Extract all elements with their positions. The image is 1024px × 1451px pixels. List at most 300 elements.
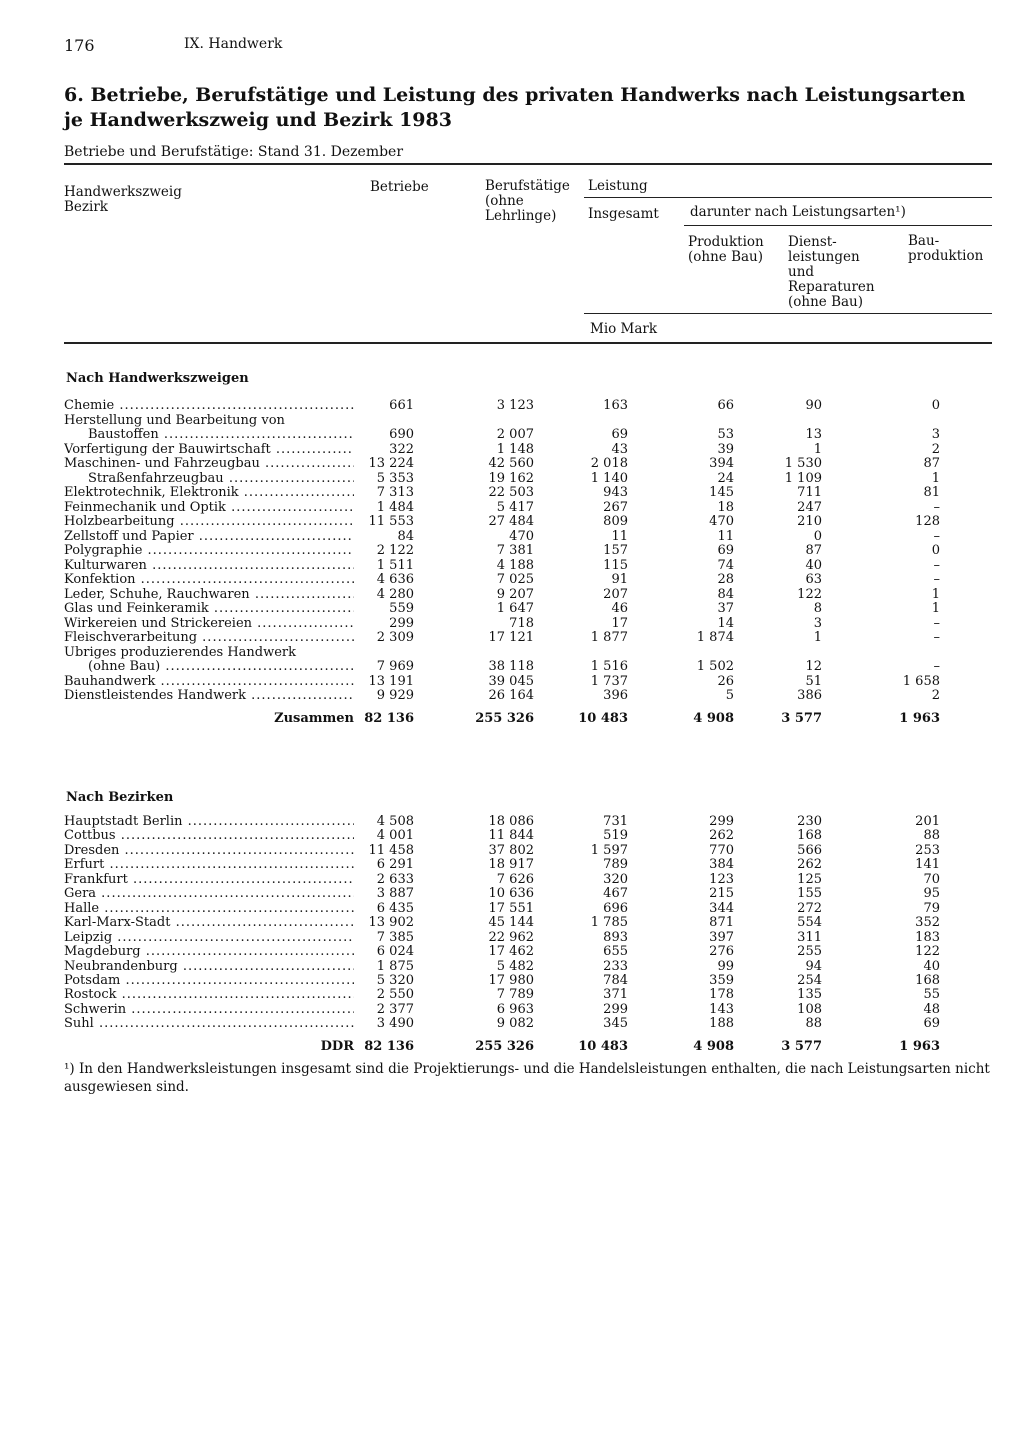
cell-col-2: 17 551 — [488, 900, 534, 916]
cell-col-2: 22 503 — [488, 485, 534, 500]
row-label: Leder, Schuhe, Rauchwaren ..... — [64, 588, 354, 602]
row-label: Vorfertigung der Bauwirtschaft ..... — [64, 443, 354, 457]
table-row — [64, 815, 994, 829]
row-label: Dienstleistendes Handwerk ..... — [64, 689, 354, 703]
row-label: Übriges produzierendes Handwerk — [64, 645, 297, 660]
cell-col-5: 3 — [813, 615, 822, 631]
column-dienst-line: (ohne Bau) — [788, 294, 863, 310]
row-label: Elektrotechnik, Elektronik ..... — [64, 486, 354, 500]
cell-col-2: 470 — [509, 528, 534, 544]
section-heading-zweige: Nach Handwerkszweigen — [66, 371, 249, 386]
cell-col-4: 28 — [717, 572, 734, 587]
cell-col-4: 69 — [717, 543, 734, 558]
cell-col-1: 6 291 — [376, 857, 414, 873]
cell-col-1: 6 024 — [376, 944, 414, 960]
cell-col-5: 210 — [797, 514, 822, 529]
cell-col-5: 1 109 — [784, 470, 822, 486]
column-produktion — [688, 235, 764, 265]
cell-col-2: 3 123 — [496, 398, 534, 413]
cell-col-5: 90 — [805, 398, 822, 413]
cell-col-1: 2 377 — [376, 1001, 414, 1017]
cell-col-2: 22 962 — [488, 929, 534, 945]
cell-col-4: 299 — [709, 814, 734, 829]
column-dienst-line: Dienst- — [788, 234, 837, 250]
page-number: 176 — [64, 36, 95, 55]
cell-col-2: 11 844 — [488, 828, 534, 844]
table-row — [64, 689, 994, 703]
table-subtitle: Betriebe und Berufstätige: Stand 31. Dezember — [64, 144, 404, 160]
cell-col-4: 470 — [709, 514, 734, 529]
cell-col-6: 95 — [923, 886, 940, 902]
table-row — [64, 530, 994, 544]
cell-col-6: 183 — [915, 929, 940, 945]
cell-col-6: 69 — [923, 1016, 940, 1032]
cell-col-5: 12 — [805, 659, 822, 674]
row-label: (ohne Bau) ..... — [88, 660, 354, 674]
cell-col-4: 276 — [709, 944, 734, 960]
column-bau-line: produktion — [908, 248, 984, 264]
table-row — [64, 1003, 994, 1017]
table-row — [64, 588, 994, 602]
table-row — [64, 414, 994, 428]
row-label: Kulturwaren ..... — [64, 559, 354, 573]
table-row — [64, 428, 994, 442]
cell-col-1: 9 929 — [376, 688, 414, 703]
cell-col-6: 70 — [923, 871, 940, 887]
cell-col-3: 1 597 — [590, 842, 628, 858]
cell-col-1: 2 633 — [376, 871, 414, 887]
table-row — [64, 501, 994, 515]
cell-col-1: 4 636 — [376, 572, 414, 587]
column-insgesamt: Insgesamt — [588, 206, 659, 222]
cell-col-1: 5 320 — [376, 972, 414, 988]
cell-col-4: 18 — [717, 499, 734, 515]
cell-col-2: 1 148 — [496, 441, 534, 457]
cell-col-6: 79 — [923, 900, 940, 916]
table-row — [64, 931, 994, 945]
cell-col-4: 11 — [717, 528, 734, 544]
cell-col-4: 14 — [717, 615, 734, 631]
cell-col-4: 871 — [709, 915, 734, 931]
cell-col-4: 1 874 — [696, 630, 734, 645]
cell-col-6: 1 — [931, 601, 940, 616]
cell-col-6: 141 — [915, 857, 940, 873]
row-label: Magdeburg ..... — [64, 945, 354, 959]
cell-col-3: 655 — [603, 944, 628, 960]
column-berufstaetige — [485, 179, 570, 224]
cell-col-4: 143 — [709, 1001, 734, 1017]
table-row — [64, 646, 994, 660]
cell-col-4: 123 — [709, 871, 734, 887]
column-dienst-line: Reparaturen — [788, 279, 875, 295]
cell-col-2: 5 417 — [496, 499, 534, 515]
table-row — [64, 660, 994, 674]
cell-col-2: 39 045 — [488, 673, 534, 689]
cell-col-4: 99 — [717, 958, 734, 974]
cell-col-6: – — [933, 528, 940, 544]
cell-col-3: 893 — [603, 929, 628, 945]
row-label: Fleischverarbeitung ..... — [64, 631, 354, 645]
table-row — [64, 858, 994, 872]
cell-col-2: 27 484 — [488, 514, 534, 529]
cell-col-3: 784 — [603, 972, 628, 988]
cell-col-1: 2 309 — [376, 630, 414, 645]
cell-col-4: 262 — [709, 828, 734, 844]
row-label: Rostock ..... — [64, 988, 354, 1002]
cell-col-2: 6 963 — [496, 1001, 534, 1017]
cell-col-2: 37 802 — [488, 842, 534, 858]
cell-col-6: 0 — [931, 543, 940, 558]
cell-col-5: 0 — [813, 528, 822, 544]
cell-col-5: 125 — [797, 871, 822, 887]
cell-col-5: 87 — [805, 543, 822, 558]
cell-col-5: 8 — [813, 601, 822, 616]
cell-col-4: 66 — [717, 398, 734, 413]
total-cell-col-1: 82 136 — [364, 711, 414, 726]
cell-col-2: 45 144 — [488, 915, 534, 931]
cell-col-6: 1 — [931, 470, 940, 486]
cell-col-4: 1 502 — [696, 659, 734, 674]
cell-col-2: 26 164 — [488, 688, 534, 703]
total-label: DDR — [320, 1039, 354, 1054]
table-row — [64, 974, 994, 988]
unit-rule — [584, 313, 992, 314]
cell-col-3: 789 — [603, 857, 628, 873]
table-row — [64, 559, 994, 573]
row-label: Bauhandwerk ..... — [64, 675, 354, 689]
total-cell-col-3: 10 483 — [578, 1039, 628, 1054]
cell-col-2: 18 086 — [488, 814, 534, 829]
cell-col-1: 690 — [389, 427, 414, 442]
darunter-rule — [684, 225, 992, 226]
cell-col-2: 19 162 — [488, 470, 534, 486]
cell-col-4: 344 — [709, 900, 734, 916]
cell-col-4: 53 — [717, 427, 734, 442]
total-cell-col-5: 3 577 — [781, 711, 822, 726]
cell-col-1: 7 385 — [376, 929, 414, 945]
table-row — [64, 472, 994, 486]
cell-col-3: 115 — [603, 557, 628, 573]
unit-label: Mio Mark — [590, 321, 658, 337]
column-berufstaetige-line: Lehrlinge) — [485, 208, 557, 224]
column-berufstaetige-line: Berufstätige — [485, 178, 570, 194]
total-cell-col-2: 255 326 — [475, 711, 534, 726]
cell-col-3: 11 — [611, 528, 628, 544]
cell-col-4: 215 — [709, 886, 734, 902]
cell-col-1: 1 875 — [376, 958, 414, 974]
row-label: Leipzig ..... — [64, 931, 354, 945]
table-row — [64, 902, 994, 916]
cell-col-6: – — [933, 499, 940, 515]
cell-col-6: 87 — [923, 456, 940, 471]
cell-col-3: 1 516 — [590, 659, 628, 674]
table-row — [64, 631, 994, 645]
cell-col-2: 18 917 — [488, 857, 534, 873]
cell-col-5: 94 — [805, 958, 822, 974]
total-cell-col-3: 10 483 — [578, 711, 628, 726]
cell-col-6: 201 — [915, 814, 940, 829]
cell-col-6: 253 — [915, 842, 940, 858]
table-row — [64, 675, 994, 689]
cell-col-1: 4 508 — [376, 814, 414, 829]
cell-col-6: 352 — [915, 915, 940, 931]
table-row — [64, 1017, 994, 1031]
cell-col-3: 731 — [603, 814, 628, 829]
cell-col-5: 1 — [813, 630, 822, 645]
cell-col-1: 5 353 — [376, 470, 414, 486]
row-label: Dresden ..... — [64, 844, 354, 858]
cell-col-5: 254 — [797, 972, 822, 988]
row-label: Potsdam ..... — [64, 974, 354, 988]
cell-col-6: – — [933, 659, 940, 674]
cell-col-1: 661 — [389, 398, 414, 413]
cell-col-4: 37 — [717, 601, 734, 616]
cell-col-2: 7 025 — [496, 572, 534, 587]
cell-col-6: 48 — [923, 1001, 940, 1017]
cell-col-3: 371 — [603, 987, 628, 1003]
cell-col-3: 299 — [603, 1001, 628, 1017]
total-cell-col-4: 4 908 — [693, 711, 734, 726]
table-row — [64, 873, 994, 887]
cell-col-1: 11 553 — [368, 514, 414, 529]
table-title-line-1: 6. Betriebe, Berufstätige und Leistung des privaten Handwerks nach Leistungsarten — [64, 84, 966, 106]
cell-col-3: 396 — [603, 688, 628, 703]
cell-col-5: 63 — [805, 572, 822, 587]
table-row — [64, 602, 994, 616]
header-top-rule — [64, 163, 992, 165]
cell-col-3: 1 785 — [590, 915, 628, 931]
cell-col-2: 2 007 — [496, 427, 534, 442]
cell-col-6: 128 — [915, 514, 940, 529]
footnote: ¹) In den Handwerksleistungen insgesamt sind die Projektierungs- und die Handelsleistungen enthalten, die nach Leistungsarten nicht ausgewiesen sind. — [64, 1061, 990, 1095]
cell-col-5: 40 — [805, 557, 822, 573]
cell-col-3: 320 — [603, 871, 628, 887]
cell-col-2: 9 082 — [496, 1016, 534, 1032]
row-label: Cottbus ..... — [64, 829, 354, 843]
cell-col-5: 566 — [797, 842, 822, 858]
cell-col-4: 5 — [725, 688, 734, 703]
cell-col-1: 2 122 — [376, 543, 414, 558]
cell-col-3: 163 — [603, 398, 628, 413]
column-bauproduktion — [908, 234, 983, 264]
row-label: Frankfurt ..... — [64, 873, 354, 887]
cell-col-4: 26 — [717, 673, 734, 689]
cell-col-4: 394 — [709, 456, 734, 471]
cell-col-3: 157 — [603, 543, 628, 558]
cell-col-5: 88 — [805, 1016, 822, 1032]
cell-col-6: 168 — [915, 972, 940, 988]
cell-col-5: 247 — [797, 499, 822, 515]
cell-col-4: 188 — [709, 1016, 734, 1032]
cell-col-4: 24 — [717, 470, 734, 486]
cell-col-5: 311 — [797, 929, 822, 945]
table-row — [64, 960, 994, 974]
column-dienstleistungen — [788, 235, 875, 310]
cell-col-3: 43 — [611, 441, 628, 457]
total-cell-col-4: 4 908 — [693, 1039, 734, 1054]
table-row — [64, 916, 994, 930]
row-label: Feinmechanik und Optik ..... — [64, 501, 354, 515]
cell-col-5: 1 — [813, 441, 822, 457]
cell-col-2: 5 482 — [496, 958, 534, 974]
cell-col-3: 233 — [603, 958, 628, 974]
cell-col-3: 2 018 — [590, 456, 628, 471]
total-cell-col-5: 3 577 — [781, 1039, 822, 1054]
cell-col-2: 7 789 — [496, 987, 534, 1003]
cell-col-4: 74 — [717, 557, 734, 573]
table-row — [64, 617, 994, 631]
cell-col-2: 7 626 — [496, 871, 534, 887]
cell-col-3: 69 — [611, 427, 628, 442]
row-label: Zellstoff und Papier ..... — [64, 530, 354, 544]
cell-col-6: 2 — [931, 441, 940, 457]
cell-col-3: 17 — [611, 615, 628, 631]
cell-col-2: 42 560 — [488, 456, 534, 471]
column-label-zweig: Handwerkszweig — [64, 184, 182, 200]
cell-col-4: 39 — [717, 441, 734, 457]
row-label: Konfektion ..... — [64, 573, 354, 587]
cell-col-2: 38 118 — [488, 659, 534, 674]
row-label: Holzbearbeitung ..... — [64, 515, 354, 529]
table-row — [64, 573, 994, 587]
table-title-line-2: je Handwerkszweig und Bezirk 1983 — [64, 109, 452, 131]
cell-col-4: 770 — [709, 842, 734, 858]
cell-col-1: 13 902 — [368, 915, 414, 931]
table-row — [64, 945, 994, 959]
cell-col-4: 178 — [709, 987, 734, 1003]
row-label: Halle ..... — [64, 902, 354, 916]
cell-col-3: 91 — [611, 572, 628, 587]
cell-col-2: 17 121 — [488, 630, 534, 645]
row-label: Neubrandenburg ..... — [64, 960, 354, 974]
column-darunter: darunter nach Leistungsarten¹) — [690, 204, 906, 220]
cell-col-6: 55 — [923, 987, 940, 1003]
cell-col-1: 4 001 — [376, 828, 414, 844]
cell-col-2: 7 381 — [496, 543, 534, 558]
cell-col-5: 108 — [797, 1001, 822, 1017]
cell-col-4: 84 — [717, 586, 734, 602]
column-bau-line: Bau- — [908, 233, 940, 249]
cell-col-3: 46 — [611, 601, 628, 616]
cell-col-1: 7 969 — [376, 659, 414, 674]
cell-col-1: 559 — [389, 601, 414, 616]
cell-col-6: 88 — [923, 828, 940, 844]
cell-col-1: 6 435 — [376, 900, 414, 916]
column-berufstaetige-line: (ohne — [485, 193, 524, 209]
cell-col-5: 51 — [805, 673, 822, 689]
table-row — [64, 544, 994, 558]
cell-col-6: 1 658 — [902, 673, 940, 689]
cell-col-1: 7 313 — [376, 485, 414, 500]
row-label: Suhl ..... — [64, 1017, 354, 1031]
total-cell-col-6: 1 963 — [899, 711, 940, 726]
cell-col-3: 1 877 — [590, 630, 628, 645]
column-dienst-line: und — [788, 264, 815, 280]
column-produktion-line: (ohne Bau) — [688, 249, 763, 265]
cell-col-4: 397 — [709, 929, 734, 945]
cell-col-2: 4 188 — [496, 557, 534, 573]
total-cell-col-2: 255 326 — [475, 1039, 534, 1054]
row-label: Baustoffen ..... — [88, 428, 354, 442]
cell-col-1: 13 191 — [368, 673, 414, 689]
row-label: Polygraphie ..... — [64, 544, 354, 558]
table-row — [64, 443, 994, 457]
cell-col-4: 359 — [709, 972, 734, 988]
total-label: Zusammen — [274, 711, 354, 726]
cell-col-1: 1 511 — [376, 557, 414, 573]
row-label: Gera ..... — [64, 887, 354, 901]
cell-col-5: 230 — [797, 814, 822, 829]
cell-col-1: 3 887 — [376, 886, 414, 902]
cell-col-4: 145 — [709, 485, 734, 500]
row-label: Straßenfahrzeugbau ..... — [88, 472, 354, 486]
row-label: Chemie ..... — [64, 399, 354, 413]
cell-col-5: 554 — [797, 915, 822, 931]
column-dienst-line: leistungen — [788, 249, 860, 265]
cell-col-6: – — [933, 630, 940, 645]
cell-col-3: 696 — [603, 900, 628, 916]
row-label: Herstellung und Bearbeitung von — [64, 413, 285, 428]
cell-col-5: 13 — [805, 427, 822, 442]
cell-col-5: 272 — [797, 900, 822, 916]
cell-col-5: 122 — [797, 586, 822, 602]
cell-col-6: 3 — [931, 427, 940, 442]
column-leistung: Leistung — [588, 178, 648, 194]
row-label: Wirkereien und Strickereien ..... — [64, 617, 354, 631]
cell-col-2: 17 980 — [488, 972, 534, 988]
cell-col-3: 1 737 — [590, 673, 628, 689]
table-row — [64, 486, 994, 500]
cell-col-3: 519 — [603, 828, 628, 844]
cell-col-2: 10 636 — [488, 886, 534, 902]
leistung-rule — [584, 197, 992, 198]
cell-col-2: 17 462 — [488, 944, 534, 960]
table-row — [64, 515, 994, 529]
cell-col-3: 207 — [603, 586, 628, 602]
table-row — [64, 829, 994, 843]
cell-col-1: 299 — [389, 615, 414, 631]
cell-col-5: 1 530 — [784, 456, 822, 471]
cell-col-6: 0 — [931, 398, 940, 413]
cell-col-6: 1 — [931, 586, 940, 602]
cell-col-4: 384 — [709, 857, 734, 873]
cell-col-2: 718 — [509, 615, 534, 631]
cell-col-6: – — [933, 615, 940, 631]
cell-col-5: 262 — [797, 857, 822, 873]
column-produktion-line: Produktion — [688, 234, 764, 250]
cell-col-3: 1 140 — [590, 470, 628, 486]
cell-col-1: 84 — [397, 528, 414, 544]
cell-col-6: 122 — [915, 944, 940, 960]
total-row — [64, 712, 994, 726]
cell-col-5: 386 — [797, 688, 822, 703]
table-row — [64, 457, 994, 471]
total-cell-col-1: 82 136 — [364, 1039, 414, 1054]
cell-col-1: 11 458 — [368, 842, 414, 858]
table-row — [64, 988, 994, 1002]
cell-col-1: 4 280 — [376, 586, 414, 602]
cell-col-1: 3 490 — [376, 1016, 414, 1032]
cell-col-3: 467 — [603, 886, 628, 902]
cell-col-5: 168 — [797, 828, 822, 844]
cell-col-2: 9 207 — [496, 586, 534, 602]
table-row — [64, 844, 994, 858]
row-label: Karl-Marx-Stadt ..... — [64, 916, 354, 930]
chapter-heading: IX. Handwerk — [184, 36, 283, 52]
table-row — [64, 399, 994, 413]
cell-col-3: 809 — [603, 514, 628, 529]
cell-col-1: 322 — [389, 441, 414, 457]
